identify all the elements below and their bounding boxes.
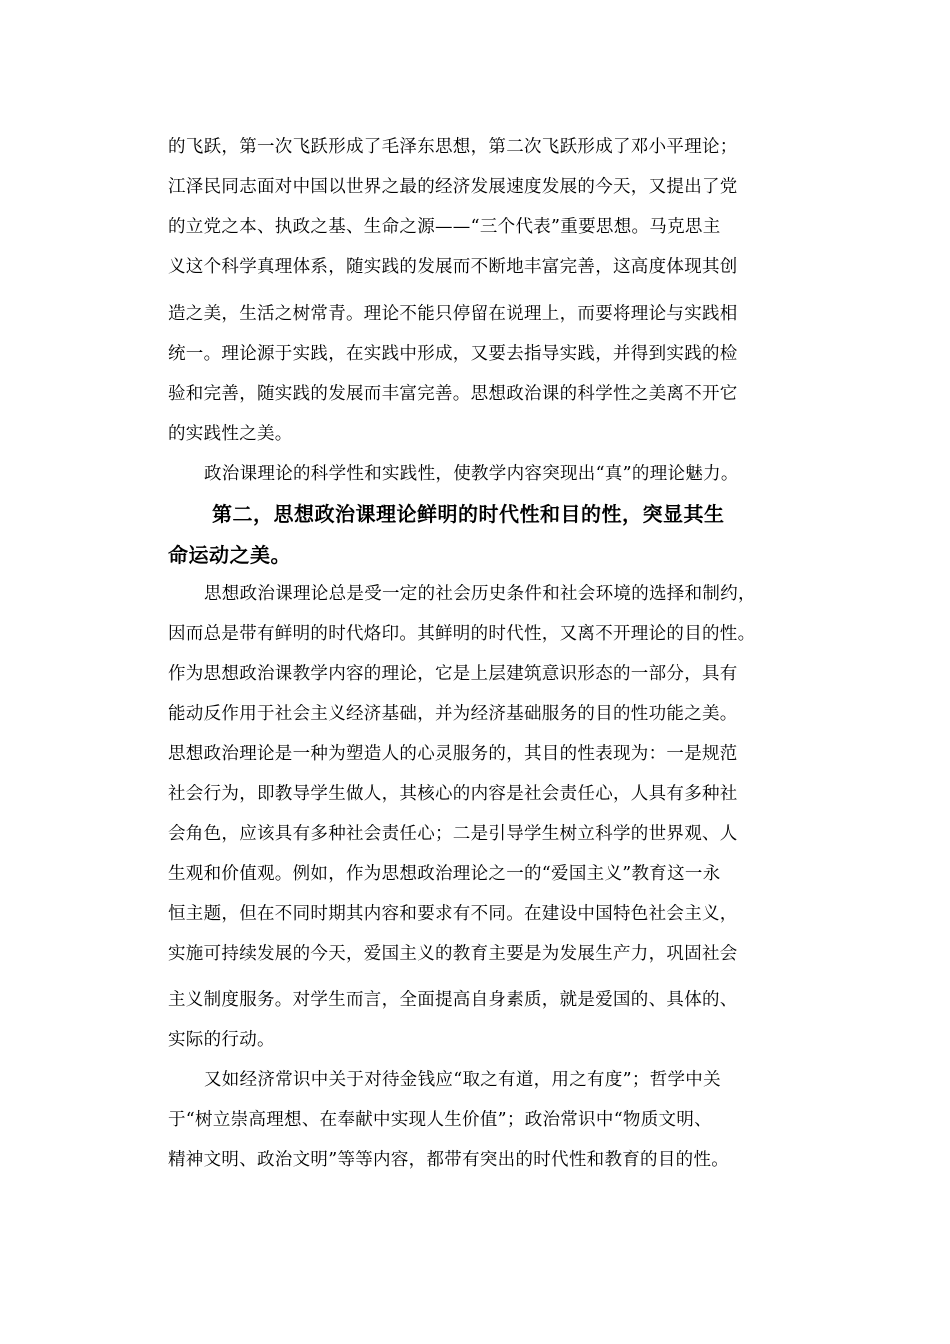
paragraph-1-line-5: 造之美，生活之树常青。理论不能只停留在说理上，而要将理论与实践相 [168, 304, 738, 324]
paragraph-3-line-5: 思想政治理论是一种为塑造人的心灵服务的，其目的性表现为：一是规范 [168, 744, 738, 764]
paragraph-3-line-7: 会角色，应该具有多种社会责任心；二是引导学生树立科学的世界观、人 [168, 824, 738, 844]
paragraph-3-line-1: 思想政治课理论总是受一定的社会历史条件和社会环境的选择和制约， [204, 584, 756, 604]
section-heading-line-1: 第二，思想政治课理论鲜明的时代性和目的性，突显其生 [212, 502, 725, 526]
paragraph-4-line-1: 又如经济常识中关于对待金钱应“取之有道，用之有度”；哲学中关 [204, 1070, 721, 1090]
paragraph-3-line-12: 实际的行动。 [168, 1030, 275, 1050]
paragraph-3-line-8: 生观和价值观。例如，作为思想政治理论之一的“爱国主义”教育这一永 [168, 864, 721, 884]
paragraph-3-line-2: 因而总是带有鲜明的时代烙印。其鲜明的时代性，又离不开理论的目的性。 [168, 624, 756, 644]
paragraph-3-line-9: 恒主题，但在不同时期其内容和要求有不同。在建设中国特色社会主义， [168, 904, 738, 924]
paragraph-1-line-2: 江泽民同志面对中国以世界之最的经济发展速度发展的今天，又提出了党 [168, 177, 738, 197]
paragraph-4-line-3: 精神文明、政治文明”等等内容，都带有突出的时代性和教育的目的性。 [168, 1150, 730, 1170]
paragraph-3-line-6: 社会行为，即教导学生做人，其核心的内容是社会责任心，人具有多种社 [168, 784, 738, 804]
paragraph-3-line-11: 主义制度服务。对学生而言，全面提高自身素质，就是爱国的、具体的、 [168, 990, 738, 1010]
paragraph-3-line-10: 实施可持续发展的今天，爱国主义的教育主要是为发展生产力，巩固社会 [168, 944, 738, 964]
paragraph-1-line-4: 义这个科学真理体系，随实践的发展而不断地丰富完善，这高度体现其创 [168, 257, 738, 277]
paragraph-3-line-3: 作为思想政治课教学内容的理论，它是上层建筑意识形态的一部分，具有 [168, 664, 738, 684]
section-heading-line-2: 命运动之美。 [168, 543, 291, 567]
paragraph-3-line-4: 能动反作用于社会主义经济基础，并为经济基础服务的目的性功能之美。 [168, 704, 738, 724]
paragraph-1-line-8: 的实践性之美。 [168, 424, 293, 444]
paragraph-2: 政治课理论的科学性和实践性，使教学内容突现出“真”的理论魅力。 [204, 464, 739, 484]
paragraph-1-line-3: 的立党之本、执政之基、生命之源——“三个代表”重要思想。马克思主 [168, 217, 721, 237]
paragraph-1-line-6: 统一。理论源于实践，在实践中形成，又要去指导实践，并得到实践的检 [168, 344, 738, 364]
paragraph-4-line-2: 于“树立崇高理想、在奉献中实现人生价值”；政治常识中“物质文明、 [168, 1110, 712, 1130]
paragraph-1-line-1: 的飞跃，第一次飞跃形成了毛泽东思想，第二次飞跃形成了邓小平理论； [168, 137, 738, 157]
paragraph-1-line-7: 验和完善，随实践的发展而丰富完善。思想政治课的科学性之美离不开它 [168, 384, 738, 404]
